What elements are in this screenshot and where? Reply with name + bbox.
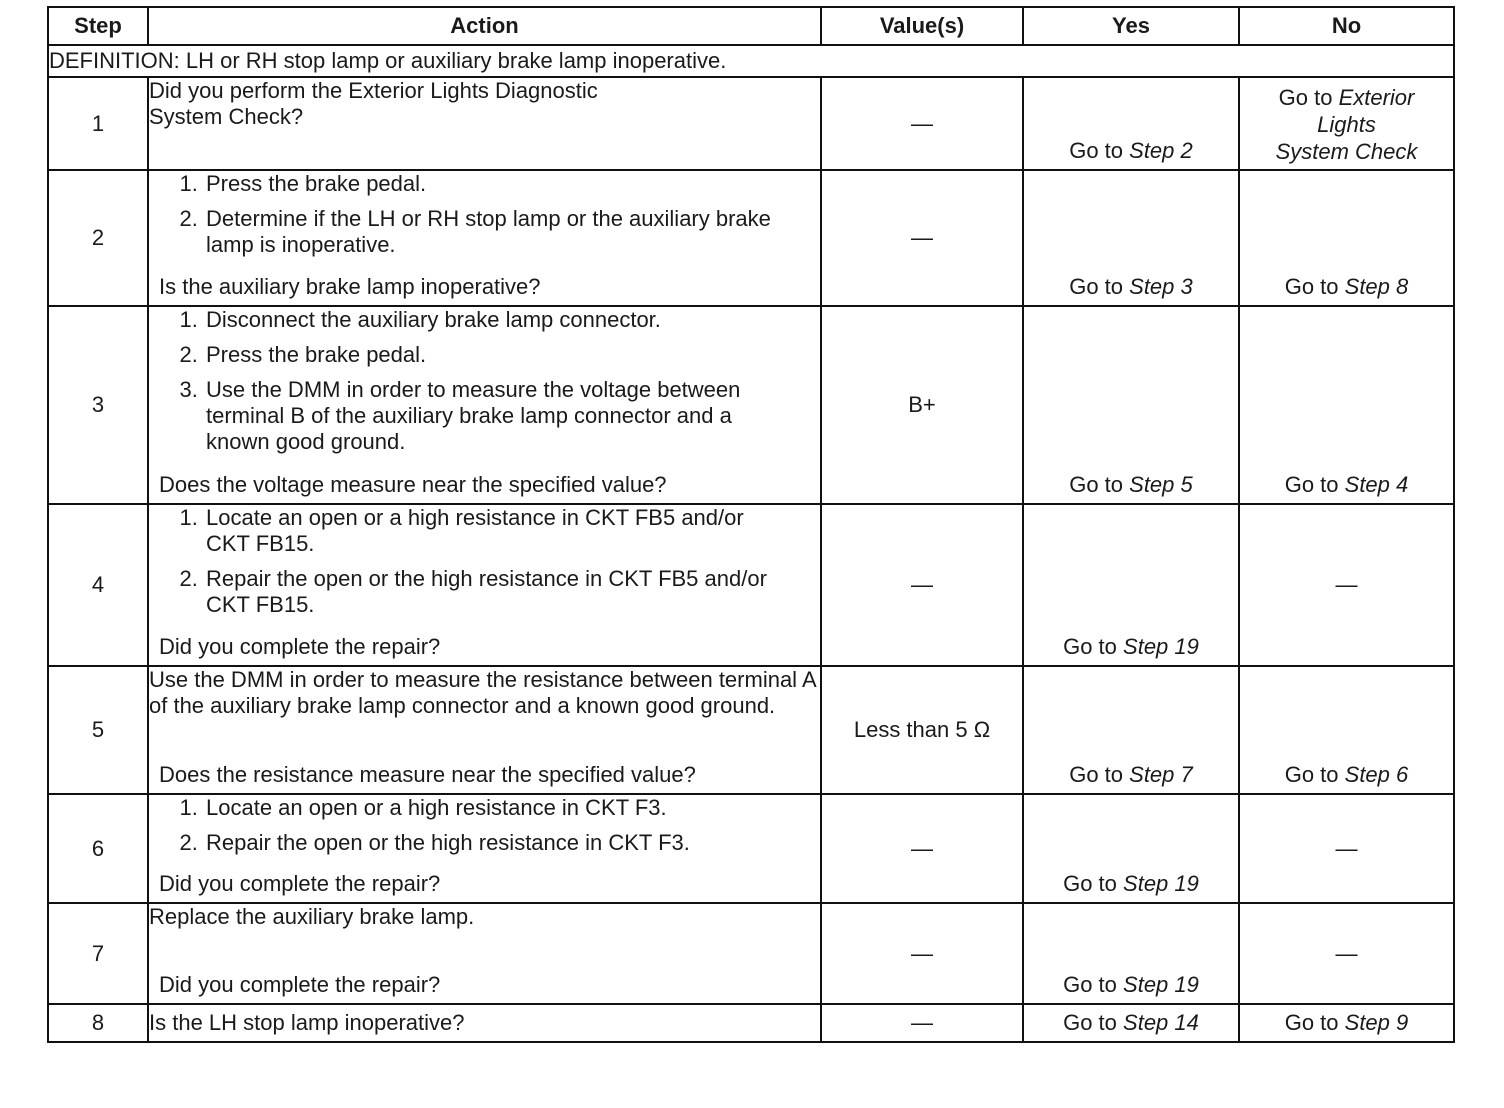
header-no: No	[1239, 7, 1454, 45]
header-yes: Yes	[1023, 7, 1239, 45]
yes-goto: Go to Step 19	[1063, 972, 1199, 997]
step-number: 7	[48, 903, 148, 1004]
no-goto: Go to Step 4	[1284, 472, 1409, 497]
step-number: 2	[48, 170, 148, 306]
table-row	[48, 306, 1454, 504]
no-goto: Go to Step 9	[1284, 1010, 1409, 1035]
step-number: 6	[48, 794, 148, 903]
yes-goto: Go to Step 7	[1069, 762, 1193, 787]
table-row	[48, 903, 1454, 1004]
value-cell: Less than 5 Ω	[821, 666, 1023, 794]
header-step: Step	[48, 7, 148, 45]
value-cell: —	[821, 170, 1023, 306]
table-row	[48, 794, 1454, 903]
no-value: —	[1239, 794, 1454, 903]
yes-goto: Go to Step 2	[1069, 138, 1193, 163]
definition-row	[48, 45, 1454, 77]
table-row	[48, 1004, 1454, 1042]
question-text: Is the auxiliary brake lamp inoperative?	[159, 274, 541, 299]
action-list	[149, 505, 820, 618]
list-item: 2. Repair the open or the high resistance in CKT FB5 and/or CKT FB15.	[204, 566, 820, 618]
header-values: Value(s)	[821, 7, 1023, 45]
question-text: Did you complete the repair?	[159, 972, 441, 997]
no-goto: Go to Step 8	[1284, 274, 1409, 299]
no-goto: Go to Step 6	[1284, 762, 1409, 787]
yes-goto: Go to Step 3	[1069, 274, 1193, 299]
table-row	[48, 504, 1454, 666]
table-row	[48, 666, 1454, 794]
value-cell: B+	[821, 306, 1023, 504]
yes-goto: Go to Step 14	[1063, 1010, 1199, 1035]
list-item: 2. Repair the open or the high resistance in CKT F3.	[204, 830, 820, 856]
yes-goto: Go to Step 5	[1069, 472, 1193, 497]
definition-text: DEFINITION: LH or RH stop lamp or auxiliary brake lamp inoperative.	[48, 45, 1454, 77]
value-cell: —	[821, 504, 1023, 666]
list-item: 1. Locate an open or a high resistance in CKT FB5 and/or CKT FB15.	[204, 505, 820, 557]
step-number: 8	[48, 1004, 148, 1042]
header-row	[48, 7, 1454, 45]
step-number: 3	[48, 306, 148, 504]
list-item: 1. Press the brake pedal.	[204, 171, 820, 197]
yes-goto: Go to Step 19	[1063, 634, 1199, 659]
action-list	[149, 795, 820, 856]
list-item: 2. Press the brake pedal.	[204, 342, 820, 368]
list-item: 1. Locate an open or a high resistance in CKT F3.	[204, 795, 820, 821]
diagnostic-table	[47, 6, 1455, 1043]
question-text: Did you complete the repair?	[159, 871, 441, 896]
list-item: 2. Determine if the LH or RH stop lamp or the auxiliary brake lamp is inoperative.	[204, 206, 820, 258]
action-list	[149, 307, 820, 455]
no-value: —	[1239, 504, 1454, 666]
table-row	[48, 170, 1454, 306]
header-action: Action	[148, 7, 821, 45]
action-text: Did you perform the Exterior Lights Diagnostic System Check?	[149, 78, 598, 129]
question-text: Does the resistance measure near the specified value?	[159, 762, 696, 787]
no-goto: Go to Exterior Lights System Check	[1275, 85, 1418, 164]
no-value: —	[1239, 903, 1454, 1004]
value-cell: —	[821, 77, 1023, 170]
question-text: Did you complete the repair?	[159, 634, 441, 659]
action-list	[149, 171, 820, 258]
value-cell: —	[821, 903, 1023, 1004]
step-number: 5	[48, 666, 148, 794]
yes-goto: Go to Step 19	[1063, 871, 1199, 896]
value-cell: —	[821, 1004, 1023, 1042]
step-number: 1	[48, 77, 148, 170]
step-number: 4	[48, 504, 148, 666]
list-item: 3. Use the DMM in order to measure the voltage between terminal B of the auxiliary brake lamp connector and a known good ground.	[204, 377, 820, 455]
table-row	[48, 77, 1454, 170]
list-item: 1. Disconnect the auxiliary brake lamp connector.	[204, 307, 820, 333]
question-text: Does the voltage measure near the specified value?	[159, 472, 667, 497]
action-text: Use the DMM in order to measure the resistance between terminal A of the auxiliary brake lamp connector and a known good ground.	[149, 667, 816, 718]
action-text: Is the LH stop lamp inoperative?	[149, 1010, 465, 1035]
action-text: Replace the auxiliary brake lamp.	[149, 904, 475, 929]
value-cell: —	[821, 794, 1023, 903]
